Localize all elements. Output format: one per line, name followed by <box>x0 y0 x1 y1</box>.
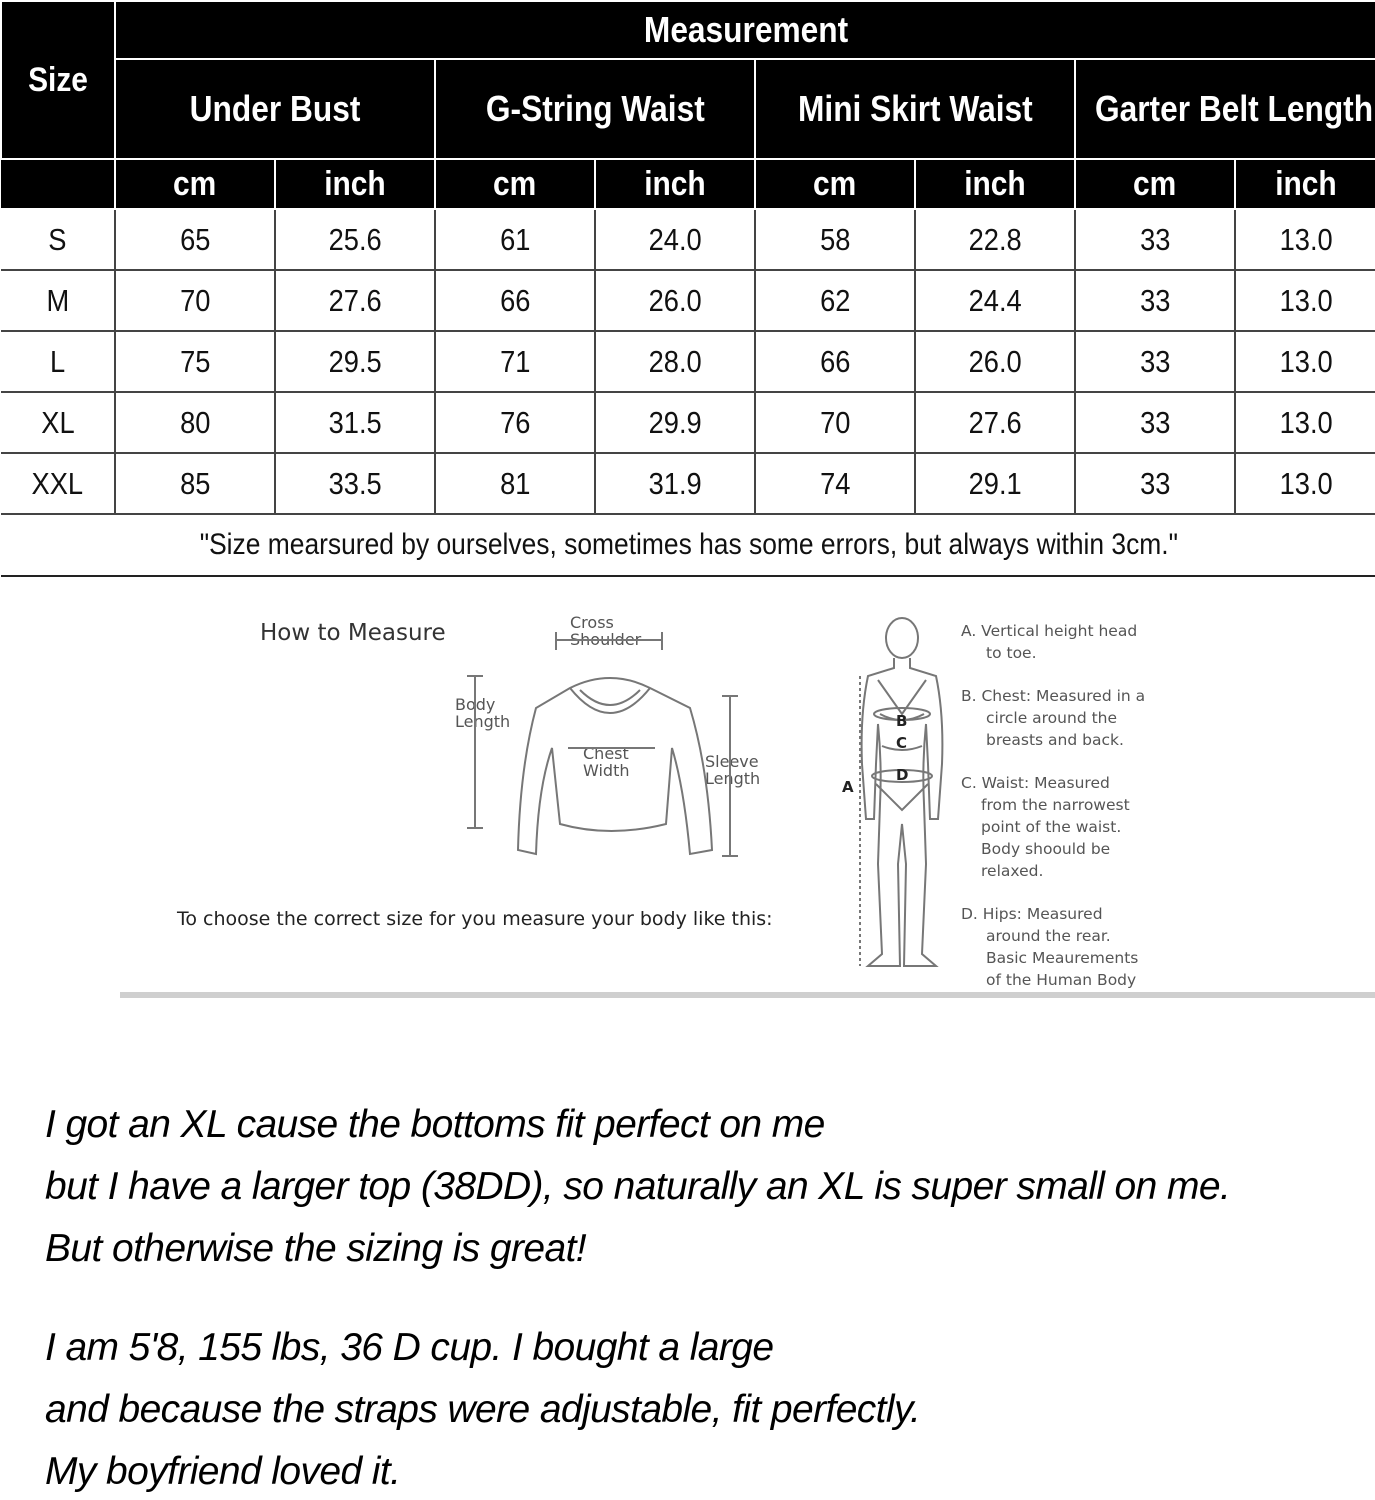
group-header-g-string-waist: G-String Waist <box>435 59 755 159</box>
value-cell: 13.0 <box>1235 392 1375 453</box>
value-cell: 27.6 <box>915 392 1075 453</box>
customer-review-2 <box>45 1317 920 1500</box>
group-header-garter-belt-length: Garter Belt Length <box>1075 59 1375 159</box>
group-header-under-bust: Under Bust <box>115 59 435 159</box>
value-cell: 70 <box>115 270 275 331</box>
unit-header: cm <box>115 159 275 209</box>
value-cell: 81 <box>435 453 595 514</box>
figure-letter-a: A <box>842 778 854 796</box>
value-cell: 66 <box>435 270 595 331</box>
value-cell: 75 <box>115 331 275 392</box>
value-cell: 13.0 <box>1235 209 1375 270</box>
measure-instruction-text: To choose the correct size for you measure your body like this: <box>177 908 773 930</box>
value-cell: 33 <box>1075 392 1235 453</box>
value-cell: 76 <box>435 392 595 453</box>
customer-review-1 <box>45 1094 1230 1280</box>
value-cell: 13.0 <box>1235 453 1375 514</box>
value-cell: 24.0 <box>595 209 755 270</box>
table-row <box>1 453 1375 514</box>
table-row <box>1 392 1375 453</box>
chest-width-label: Chest Width <box>583 744 630 780</box>
group-header-mini-skirt-waist: Mini Skirt Waist <box>755 59 1075 159</box>
value-cell: 29.1 <box>915 453 1075 514</box>
size-disclaimer-note: "Size mearsured by ourselves, sometimes has some errors, but always within 3cm." <box>1 514 1375 576</box>
value-cell: 74 <box>755 453 915 514</box>
value-cell: 65 <box>115 209 275 270</box>
unit-header: inch <box>915 159 1075 209</box>
unit-header: cm <box>435 159 595 209</box>
size-cell: M <box>1 270 115 331</box>
value-cell: 61 <box>435 209 595 270</box>
value-cell: 33.5 <box>275 453 435 514</box>
unit-header: inch <box>595 159 755 209</box>
description-a: A. Vertical height head to toe. <box>961 622 1138 662</box>
value-cell: 66 <box>755 331 915 392</box>
review-line: but I have a larger top (38DD), so naturally an XL is super small on me. <box>45 1165 1231 1208</box>
table-row <box>1 209 1375 270</box>
unit-header-blank <box>1 159 115 209</box>
value-cell: 58 <box>755 209 915 270</box>
value-cell: 25.6 <box>275 209 435 270</box>
figure-letter-c: C <box>896 734 908 752</box>
value-cell: 31.5 <box>275 392 435 453</box>
review-line: I am 5'8, 155 lbs, 36 D cup. I bought a large <box>45 1326 774 1369</box>
value-cell: 24.4 <box>915 270 1075 331</box>
body-length-label: Body Length <box>455 695 511 731</box>
value-cell: 28.0 <box>595 331 755 392</box>
how-to-measure-title: How to Measure <box>260 620 446 646</box>
human-body-figure-icon <box>838 614 958 974</box>
value-cell: 80 <box>115 392 275 453</box>
value-cell: 31.9 <box>595 453 755 514</box>
value-cell: 13.0 <box>1235 331 1375 392</box>
review-line: I got an XL cause the bottoms fit perfect on me <box>45 1103 825 1146</box>
figure-letter-d: D <box>896 766 909 784</box>
review-line: But otherwise the sizing is great! <box>45 1227 587 1270</box>
size-column-header: Size <box>1 1 115 159</box>
size-cell: L <box>1 331 115 392</box>
measurement-header: Measurement <box>115 1 1375 59</box>
unit-header: inch <box>1235 159 1375 209</box>
value-cell: 71 <box>435 331 595 392</box>
garment-outline-icon <box>440 628 760 868</box>
cross-shoulder-label: Cross Shoulder <box>570 613 642 649</box>
unit-header: cm <box>1075 159 1235 209</box>
value-cell: 26.0 <box>595 270 755 331</box>
size-cell: XL <box>1 392 115 453</box>
value-cell: 22.8 <box>915 209 1075 270</box>
description-b: B. Chest: Measured in a circle around the breasts and back. <box>961 687 1146 749</box>
value-cell: 62 <box>755 270 915 331</box>
value-cell: 29.9 <box>595 392 755 453</box>
table-note-row <box>1 514 1375 576</box>
description-d: D. Hips: Measured around the rear. Basic Meaurements of the Human Body <box>961 905 1139 989</box>
how-to-measure-diagram <box>0 578 1375 1003</box>
value-cell: 33 <box>1075 209 1235 270</box>
figure-letter-b: B <box>896 712 908 730</box>
review-line: My boyfriend loved it. <box>45 1450 401 1493</box>
value-cell: 70 <box>755 392 915 453</box>
size-chart-table <box>0 0 1375 577</box>
value-cell: 27.6 <box>275 270 435 331</box>
value-cell: 33 <box>1075 453 1235 514</box>
unit-header: cm <box>755 159 915 209</box>
review-line: and because the straps were adjustable, fit perfectly. <box>45 1388 921 1431</box>
value-cell: 26.0 <box>915 331 1075 392</box>
value-cell: 33 <box>1075 270 1235 331</box>
size-cell: S <box>1 209 115 270</box>
value-cell: 33 <box>1075 331 1235 392</box>
unit-header: inch <box>275 159 435 209</box>
table-row <box>1 270 1375 331</box>
value-cell: 29.5 <box>275 331 435 392</box>
description-c: C. Waist: Measured from the narrowest point of the waist. Body shoould be relaxed. <box>961 774 1130 880</box>
table-row <box>1 331 1375 392</box>
size-cell: XXL <box>1 453 115 514</box>
value-cell: 13.0 <box>1235 270 1375 331</box>
sleeve-length-label: Sleeve Length <box>705 752 761 788</box>
value-cell: 85 <box>115 453 275 514</box>
diagram-divider <box>120 992 1375 998</box>
